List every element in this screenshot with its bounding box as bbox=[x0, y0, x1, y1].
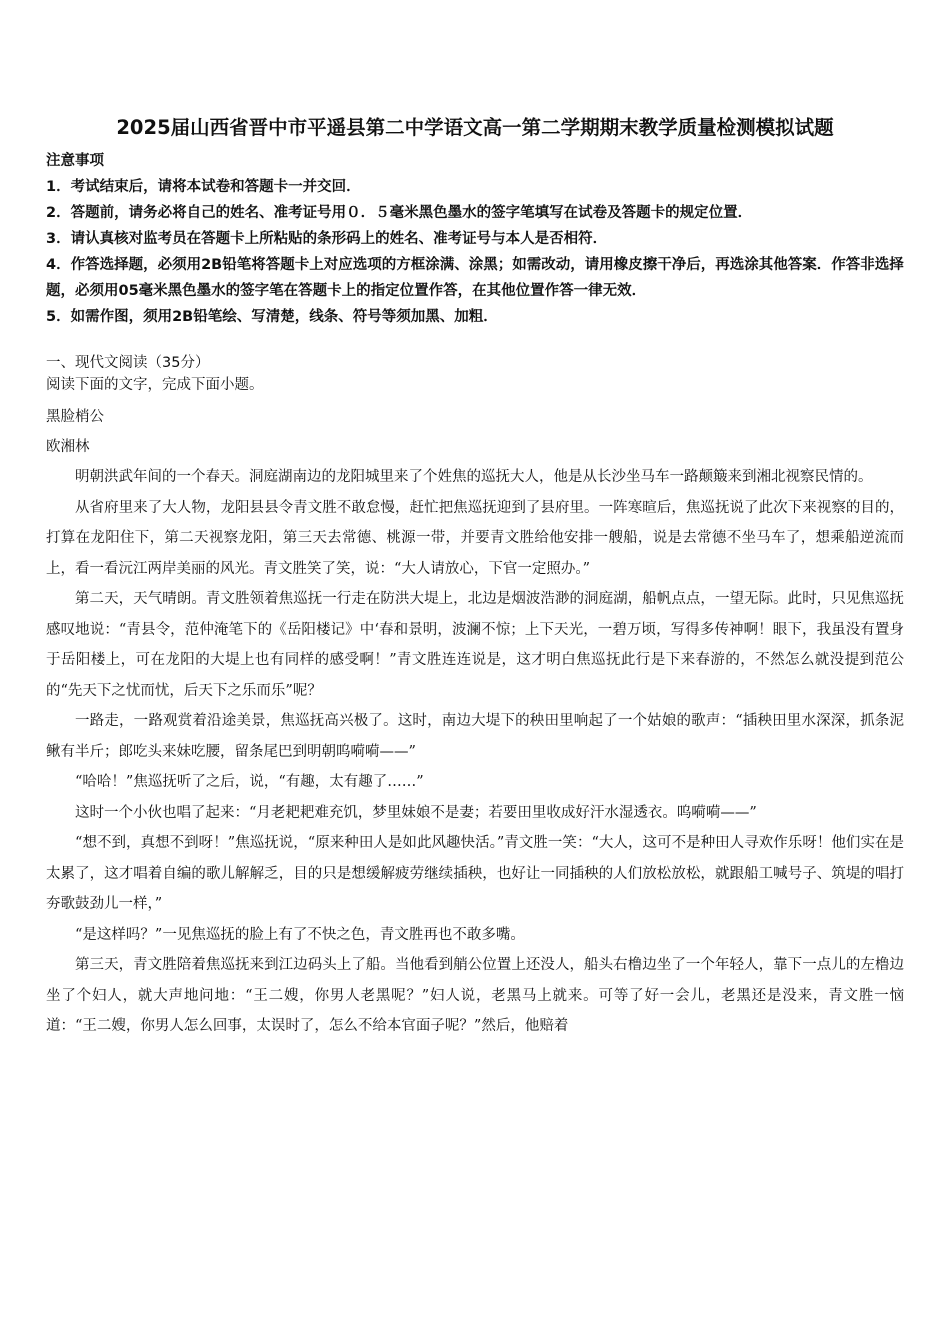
story-paragraph: “哈哈！”焦巡抚听了之后，说，“有趣，太有趣了……” bbox=[75, 774, 424, 790]
note-item-4: 4．作答选择题，必须用2B铅笔将答题卡上对应选项的方框涂满、涂黑；如需改动，请用橡皮擦干净后，再选涂其他答案．作答非选择题，必须用05毫米黑色墨水的签字笔在答题卡上的指定位置作答，在其他位置作答一律无效． bbox=[46, 257, 904, 299]
note-item-2: 2．答题前，请务必将自己的姓名、准考证号用０．５毫米黑色墨水的签字笔填写在试卷及答题卡的规定位置． bbox=[46, 205, 753, 221]
section-title: 一、现代文阅读（35分） bbox=[46, 355, 210, 371]
note-item-1: 1．考试结束后，请将本试卷和答题卡一并交回． bbox=[46, 179, 361, 195]
story-paragraph: 第三天，青文胜陪着焦巡抚来到江边码头上了船。当他看到艄公位置上还没人，船头右橹边坐了一个年轻人，靠下一点儿的左橹边坐了个妇人，就大声地问地：“王二嫂，你男人老黑呢？”妇人说，老黑马上就来。可等了好一会儿，老黑还是没来，青文胜一恼道：“王二嫂，你男人怎么回事，太误时了，怎么不给本官面子呢？”然后，他赔着 bbox=[46, 957, 904, 1034]
story-paragraph: 第二天，天气晴朗。青文胜领着焦巡抚一行走在防洪大堤上，北边是烟波浩渺的洞庭湖，船帆点点，一望无际。此时，只见焦巡抚感叹地说：“青县令，范仲淹笔下的《岳阳楼记》中‘春和景明，波澜不惊；上下天光，一碧万顷，写得多传神啊！眼下，我虽没有置身于岳阳楼上，可在龙阳的大堤上也有同样的感受啊！”青文胜连连说是，这才明白焦巡抚此行是下来春游的，不然怎么就没提到范公的“先天下之忧而忧，后天下之乐而乐”呢？ bbox=[46, 591, 904, 699]
story-paragraph: 一路走，一路观赏着沿途美景，焦巡抚高兴极了。这时，南边大堤下的秧田里响起了一个姑娘的歌声：“插秧田里水深深，抓条泥鳅有半斤；郎吃头来妹吃腰，留条尾巴到明朝呜嗬嗬——” bbox=[46, 713, 904, 760]
notes-block bbox=[46, 148, 904, 330]
note-item-5: 5．如需作图，须用2B铅笔绘、写清楚，线条、符号等须加黑、加粗． bbox=[46, 309, 498, 325]
notes-heading: 注意事项 bbox=[46, 153, 104, 169]
exam-title: 2025届山西省晋中市平遥县第二中学语文高一第二学期期末教学质量检测模拟试题 bbox=[116, 116, 834, 139]
story-paragraph: “想不到，真想不到呀！”焦巡抚说，“原来种田人是如此风趣快活。”青文胜一笑：“大人，这可不是种田人寻欢作乐呀！他们实在是太累了，这才唱着自编的歌儿解解乏，目的只是想缓解疲劳继续插秧，也好让一同插秧的人们放松放松，就跟船工喊号子、筑堤的唱打夯歌鼓劲儿一样，” bbox=[46, 835, 904, 912]
reading-instruction: 阅读下面的文字，完成下面小题。 bbox=[46, 377, 264, 393]
story-paragraph: “是这样吗？”一见焦巡抚的脸上有了不快之色，青文胜再也不敢多嘴。 bbox=[75, 926, 525, 943]
story-paragraph: 从省府里来了大人物，龙阳县县令青文胜不敢怠慢，赶忙把焦巡抚迎到了县府里。一阵寒暄后，焦巡抚说了此次下来视察的目的，打算在龙阳住下，第二天视察龙阳，第三天去常德、桃源一带，并要青文胜给他安排一艘船，说是去常德不坐马车了，想乘船逆流而上，看一看沅江两岸美丽的风光。青文胜笑了笑，说：“大人请放心，下官一定照办。” bbox=[46, 499, 904, 577]
story-author: 欧湘林 bbox=[46, 439, 90, 455]
story-paragraph: 这时一个小伙也唱了起来：“月老耙耙难充饥，梦里妹娘不是妻；若要田里收成好汗水湿透衣。呜嗬嗬——” bbox=[75, 804, 757, 821]
story-paragraph: 明朝洪武年间的一个春天。洞庭湖南边的龙阳城里来了个姓焦的巡抚大人，他是从长沙坐马车一路颠簸来到湘北视察民情的。 bbox=[75, 469, 873, 485]
story-title: 黑脸梢公 bbox=[46, 409, 104, 425]
note-item-3: 3．请认真核对监考员在答题卡上所粘贴的条形码上的姓名、准考证号与本人是否相符． bbox=[46, 231, 608, 247]
